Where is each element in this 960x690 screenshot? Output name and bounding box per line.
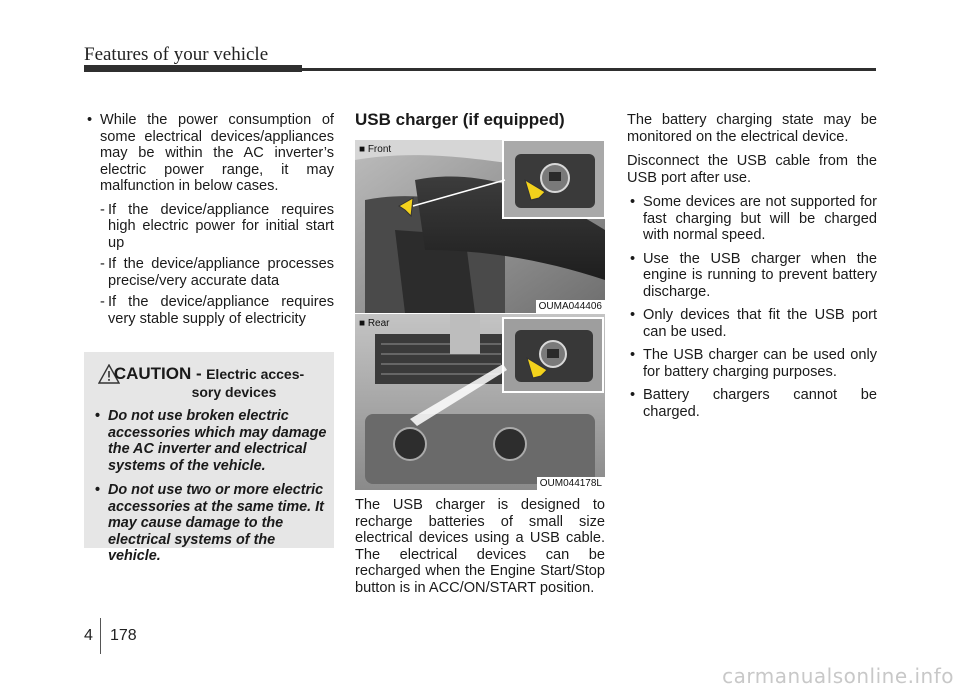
section-title: USB charger (if equipped) [355, 110, 565, 129]
caution-box [84, 352, 334, 564]
front-console-illustration [355, 140, 605, 313]
page-number: 178 [110, 627, 137, 644]
caution-subject: Electric acces- [206, 366, 305, 382]
bullet-item: • While the power consumption of some electrical devices/appliances may be within the AC inverter’s electric power range, it may malfunction in below cases. [84, 112, 334, 195]
usb-description: The USB charger is designed to recharge batteries of small size electrical devices using a USB cable. The electrical devices can be recharged when the Engine Start/Stop button is in ACC/ON/START position. [355, 497, 605, 596]
header-rule-thick [84, 65, 302, 72]
paragraph: Disconnect the USB cable from the USB port after use. [627, 153, 877, 186]
bullet-item: • Battery chargers cannot be charged. [627, 387, 877, 420]
bullet-item: • The USB charger can be used only for battery charging purposes. [627, 347, 877, 380]
caution-heading [84, 364, 334, 400]
figure-tag: ■ Front [359, 144, 392, 155]
caution-subject-cont: sory devices [191, 384, 277, 400]
rear-console-illustration [355, 314, 605, 490]
header-rule-thin [302, 68, 876, 71]
caution-label: CAUTION - [113, 364, 202, 383]
figure-code: OUMA044406 [536, 300, 605, 313]
column-left [84, 112, 334, 332]
footer-divider [100, 618, 101, 654]
paragraph: The battery charging state may be monitored on the electrical device. [627, 112, 877, 145]
bullet-item: • Only devices that fit the USB port can be used. [627, 307, 877, 340]
column-middle-text [355, 497, 605, 604]
column-right [627, 112, 877, 427]
watermark: carmanualsonline.info [722, 664, 954, 688]
column-middle [355, 112, 605, 139]
dash-item: - If the device/appliance processes precise/very accurate data [100, 256, 334, 289]
caution-list [92, 408, 328, 573]
caution-item: • Do not use two or more electric accessories at the same time. It may cause damage to the electrical systems of the vehicle. [92, 482, 328, 565]
bullet-item: • Use the USB charger when the engine is running to prevent battery discharge. [627, 251, 877, 301]
chapter-number: 4 [84, 627, 93, 644]
rear-usb-figure [355, 314, 605, 490]
dash-item: - If the device/appliance requires very stable supply of electricity [100, 294, 334, 327]
figure-tag: ■ Rear [359, 318, 390, 329]
running-header: Features of your vehicle [84, 44, 269, 65]
figure-code: OUM044178L [537, 477, 605, 490]
front-usb-figure [355, 140, 605, 313]
caution-item: • Do not use broken electric accessories which may damage the AC inverter and electrical systems of the vehicle. [92, 408, 328, 474]
bullet-item: • Some devices are not supported for fast charging but will be charged with normal speed. [627, 194, 877, 244]
dash-item: - If the device/appliance requires high electric power for initial start up [100, 201, 334, 251]
